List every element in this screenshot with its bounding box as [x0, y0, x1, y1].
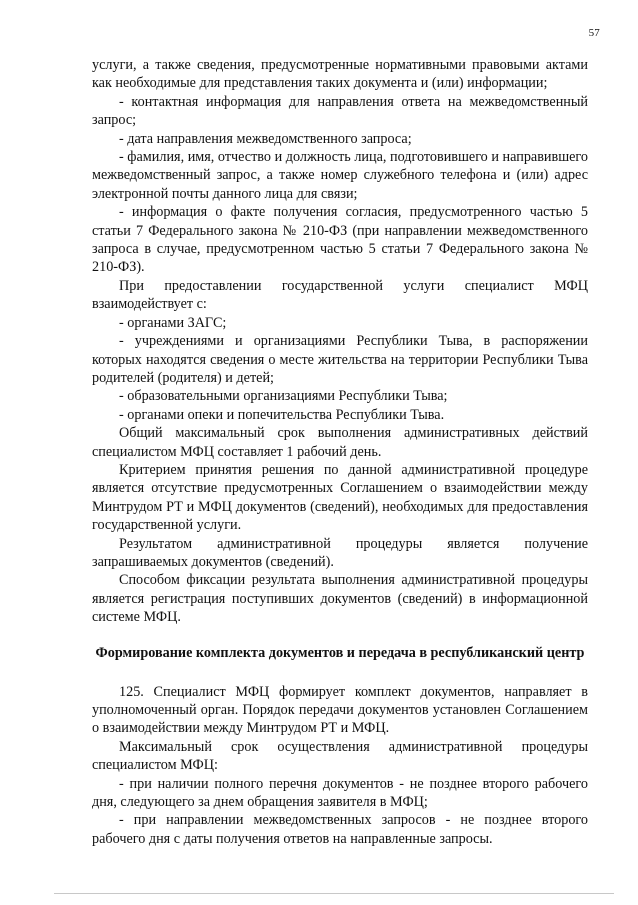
paragraph: - учреждениями и организациями Республики Тыва, в распоряжении которых находятся сведения о месте жительства на территории Республики Тыва родителей (родителя) и детей; [92, 333, 588, 386]
paragraph: - органами ЗАГС; [119, 314, 227, 331]
paragraph: Способом фиксации результата выполнения административной процедуры является регистрация поступивших документов (сведений) в информационной системе МФЦ. [92, 572, 588, 626]
paragraph: - органами опеки и попечительства Республики Тыва. [119, 406, 445, 423]
page-number: 57 [588, 27, 600, 39]
paragraph: - дата направления межведомственного запроса; [119, 130, 412, 147]
paragraph: - образовательными организациями Республики Тыва; [119, 388, 448, 405]
paragraph: Максимальный срок осуществления административной процедуры специалистом МФЦ: [92, 738, 588, 774]
paragraph: - информация о факте получения согласия, предусмотренного частью 5 статьи 7 Федерального закона № 210-ФЗ (при направлении межведомственного запроса в случае, предусмотренном частью 5 статьи 7 Федерального закона № 210-ФЗ). [92, 204, 588, 276]
document-body [92, 56, 588, 848]
paragraph: Общий максимальный срок выполнения административных действий специалистом МФЦ составляет 1 рабочий день. [92, 425, 588, 460]
paragraph: Результатом административной процедуры является получение запрашиваемых документов (сведений). [92, 535, 588, 570]
scan-edge-line [54, 893, 614, 894]
paragraph: При предоставлении государственной услуги специалист МФЦ взаимодействует с: [92, 277, 588, 313]
paragraph: услуги, а также сведения, предусмотренные нормативными правовыми актами как необходимые для представления таких документа и (или) информации; [92, 57, 588, 92]
paragraph: - фамилия, имя, отчество и должность лица, подготовившего и направившего межведомственный запрос, а также номер служебного телефона и (или) адрес электронной почты данного лица для связи; [92, 149, 588, 202]
paragraph: - при направлении межведомственных запросов - не позднее второго рабочего дня с даты получения ответов на направленные запросы. [92, 812, 588, 847]
paragraph: - контактная информация для направления ответа на межведомственный запрос; [92, 93, 588, 129]
paragraph: Критерием принятия решения по данной административной процедуре является отсутствие предусмотренных Соглашением о взаимодействии между Минтрудом РТ и МФЦ документов (сведений), необходимых для предоставления государственной услуги. [92, 461, 588, 534]
section-heading: Формирование комплекта документов и передача в республиканский центр [95, 644, 585, 661]
paragraph: 125. Специалист МФЦ формирует комплект документов, направляет в уполномоченный орган. Порядок передачи документов установлен Соглашением о взаимодействии между Минтрудом РТ и МФЦ. [92, 683, 588, 737]
paragraph: - при наличии полного перечня документов - не позднее второго рабочего дня, следующего за днем обращения заявителя в МФЦ; [92, 775, 588, 811]
